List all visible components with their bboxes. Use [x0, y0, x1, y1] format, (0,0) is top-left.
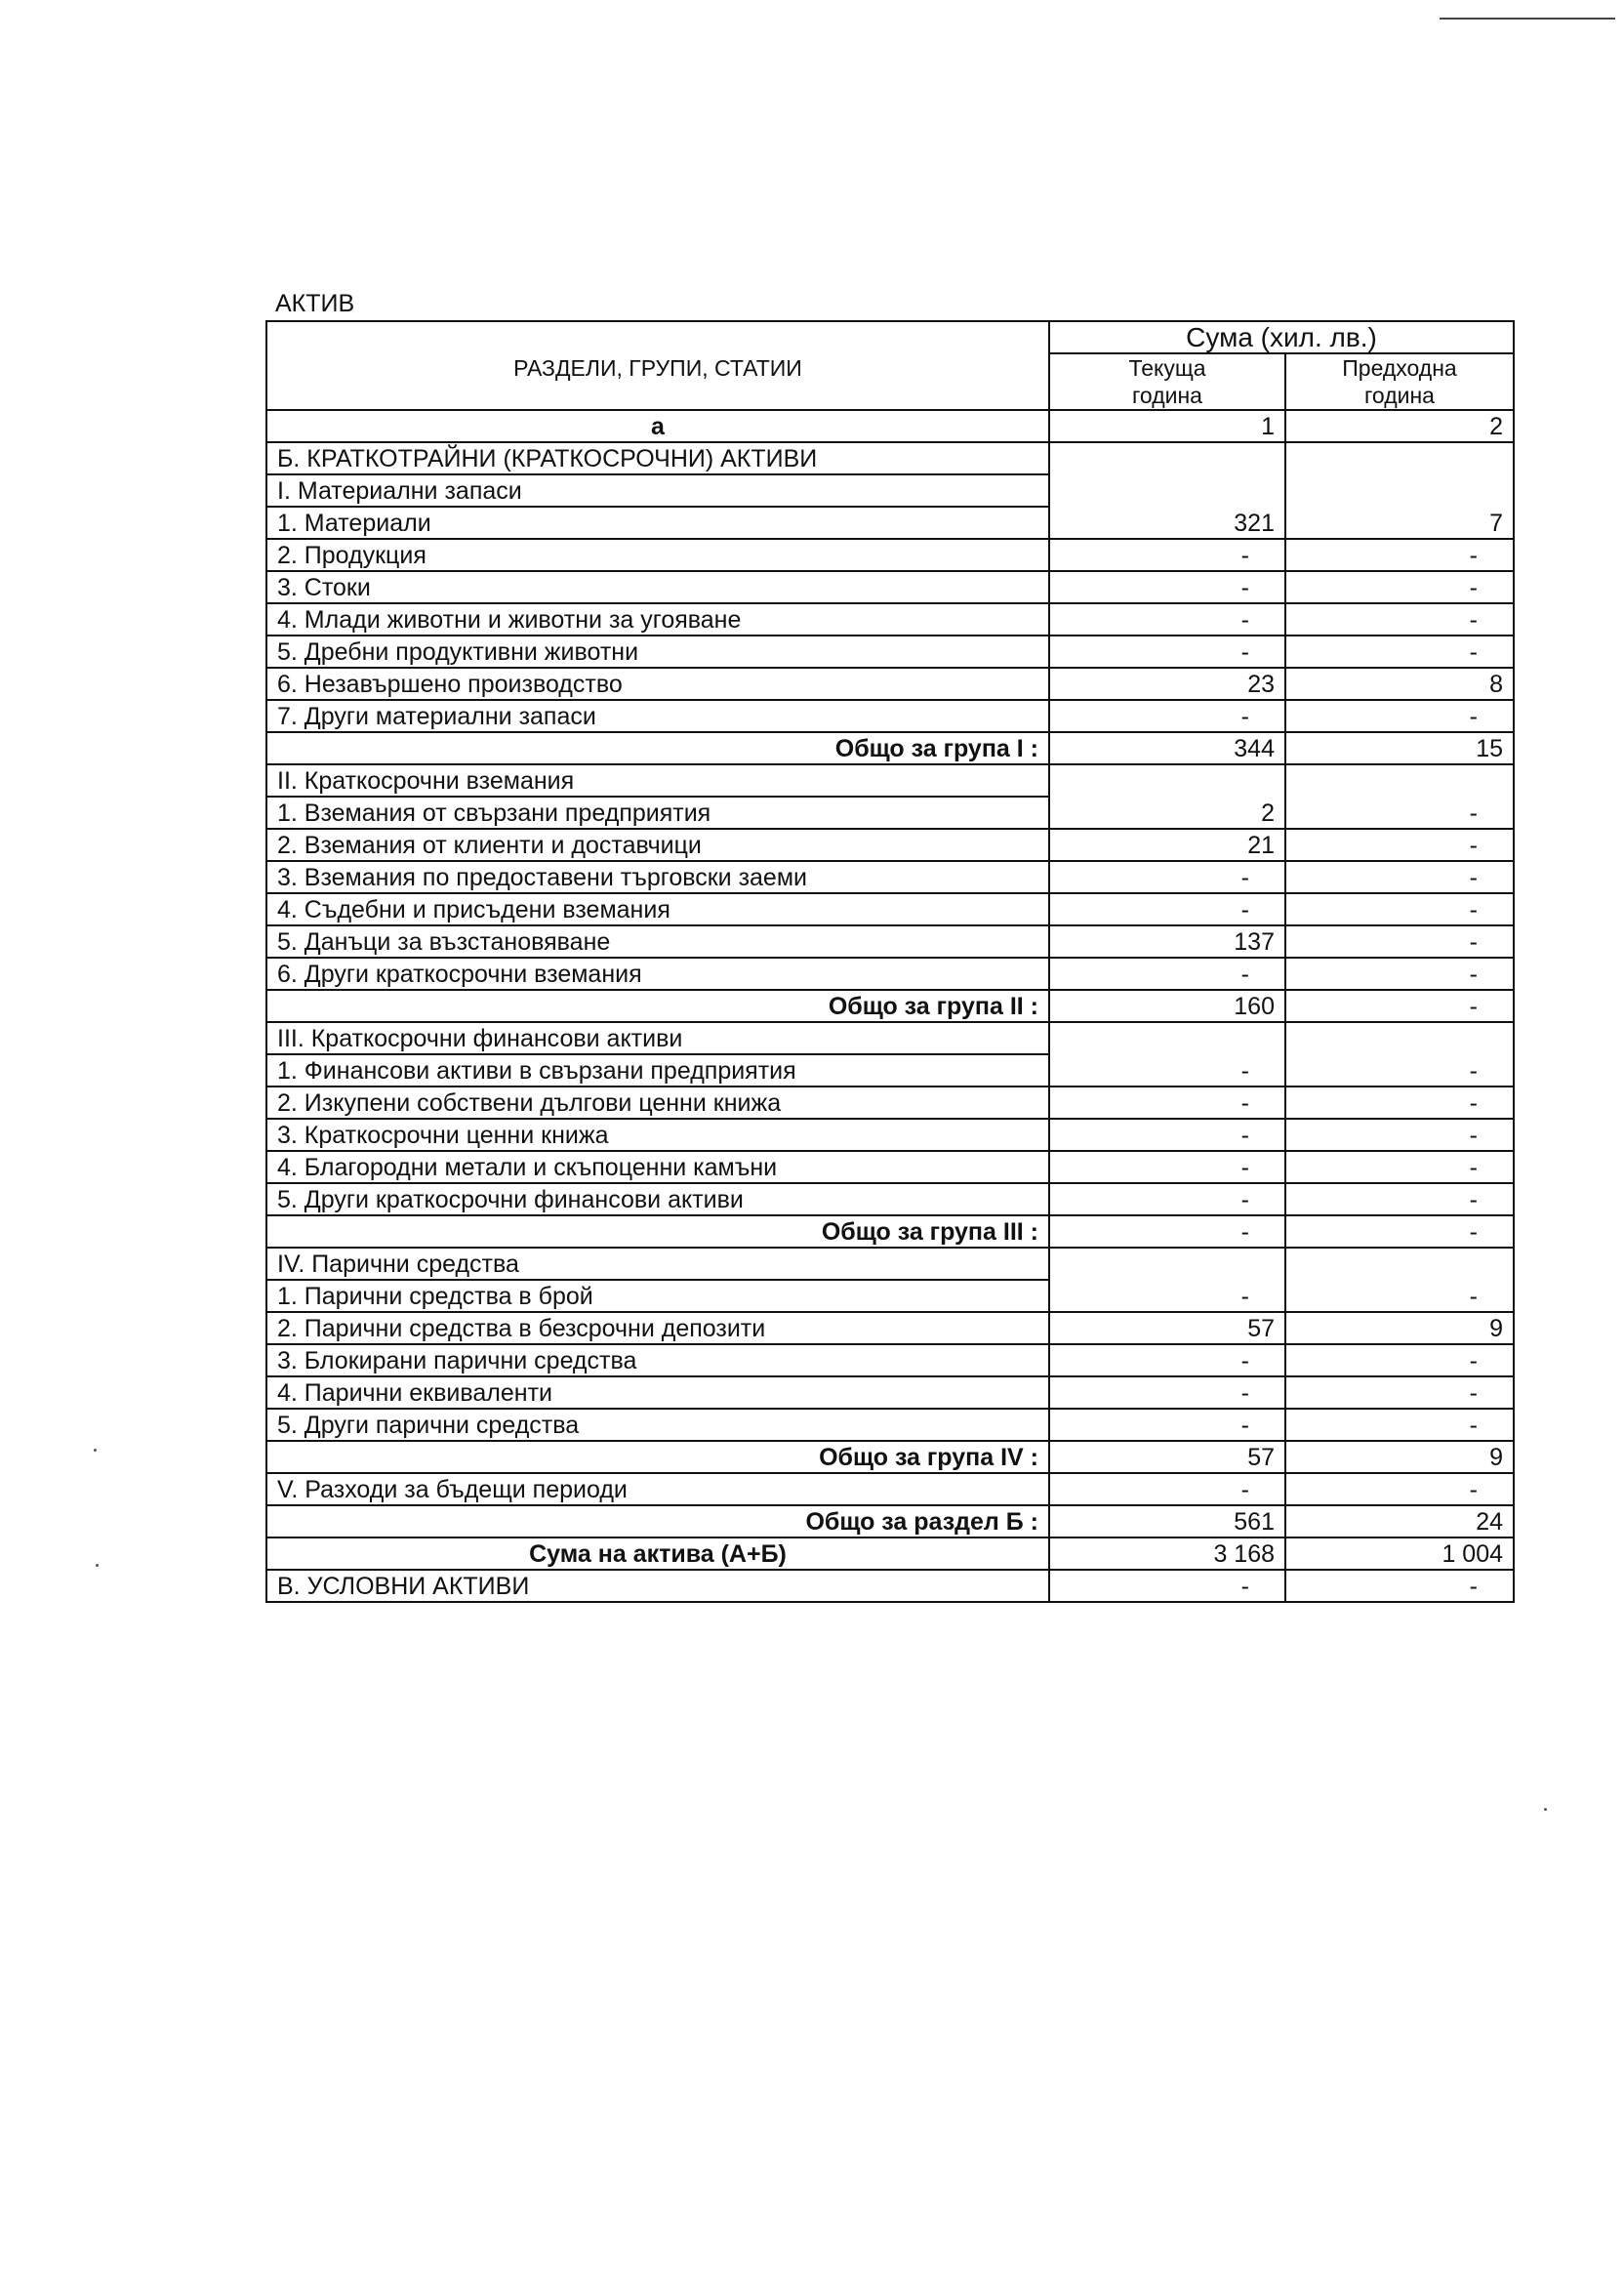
current-year-value: -: [1049, 1086, 1285, 1119]
current-year-value: [1049, 1022, 1285, 1054]
row-label: 1. Парични средства в брой: [266, 1280, 1049, 1312]
current-year-value: -: [1049, 1344, 1285, 1376]
previous-year-value: 24: [1285, 1505, 1514, 1538]
previous-year-value: -: [1285, 829, 1514, 861]
previous-year-label-1: Предходна: [1285, 353, 1514, 382]
table-row: [266, 1086, 1514, 1119]
current-year-value: -: [1049, 700, 1285, 732]
row-label: Сума на актива (А+Б): [266, 1538, 1049, 1570]
table-row: [266, 668, 1514, 700]
current-year-value: 23: [1049, 668, 1285, 700]
table-row: [266, 1022, 1514, 1054]
current-year-value: -: [1049, 1054, 1285, 1086]
table-header-row: [266, 321, 1514, 353]
row-label: 5. Други парични средства: [266, 1409, 1049, 1441]
previous-year-value: [1285, 474, 1514, 507]
row-label: Общо за група IV :: [266, 1441, 1049, 1473]
previous-year-value: -: [1285, 893, 1514, 925]
table-row: [266, 1376, 1514, 1409]
table-row: [266, 571, 1514, 603]
current-year-value: 160: [1049, 990, 1285, 1022]
current-year-value: -: [1049, 958, 1285, 990]
row-label: 5. Други краткосрочни финансови активи: [266, 1183, 1049, 1215]
previous-year-value: 7: [1285, 507, 1514, 539]
current-year-value: -: [1049, 603, 1285, 636]
previous-year-value: [1285, 1022, 1514, 1054]
current-year-value: -: [1049, 1409, 1285, 1441]
row-label: 5. Данъци за възстановяване: [266, 925, 1049, 958]
assets-table: [265, 320, 1515, 1603]
amount-title: Сума (хил. лв.): [1049, 321, 1514, 353]
row-label: 2. Изкупени собствени дългови ценни книжа: [266, 1086, 1049, 1119]
current-year-value: 344: [1049, 732, 1285, 764]
current-year-value: [1049, 474, 1285, 507]
table-row: [266, 990, 1514, 1022]
current-year-value: -: [1049, 1215, 1285, 1248]
row-label: 3. Блокирани парични средства: [266, 1344, 1049, 1376]
row-label: 3. Краткосрочни ценни книжа: [266, 1119, 1049, 1151]
table-row: [266, 1473, 1514, 1505]
current-year-value: -: [1049, 1570, 1285, 1602]
row-label: Общо за група III :: [266, 1215, 1049, 1248]
table-row: [266, 1505, 1514, 1538]
row-label: I. Материални запаси: [266, 474, 1049, 507]
current-year-value: 321: [1049, 507, 1285, 539]
row-label: Общо за група I :: [266, 732, 1049, 764]
table-header-row: [266, 353, 1514, 382]
row-label: 1. Вземания от свързани предприятия: [266, 797, 1049, 829]
table-row: [266, 861, 1514, 893]
previous-year-value: -: [1285, 700, 1514, 732]
previous-year-value: -: [1285, 636, 1514, 668]
previous-year-label-2: година: [1285, 382, 1514, 410]
scan-speck: [1544, 1808, 1547, 1811]
row-label: 2. Вземания от клиенти и доставчици: [266, 829, 1049, 861]
table-row: [266, 603, 1514, 636]
table-row: [266, 1441, 1514, 1473]
table-row: [266, 1151, 1514, 1183]
previous-year-value: -: [1285, 1086, 1514, 1119]
row-label: III. Краткосрочни финансови активи: [266, 1022, 1049, 1054]
row-label: 7. Други материални запаси: [266, 700, 1049, 732]
table-row: [266, 1409, 1514, 1441]
table-row: [266, 442, 1514, 474]
current-year-value: 57: [1049, 1312, 1285, 1344]
table-row: [266, 507, 1514, 539]
row-label: 4. Парични еквиваленти: [266, 1376, 1049, 1409]
previous-year-value: -: [1285, 1570, 1514, 1602]
table-row: [266, 1538, 1514, 1570]
current-year-value: -: [1049, 1280, 1285, 1312]
table-row: [266, 732, 1514, 764]
row-label: 1. Материали: [266, 507, 1049, 539]
current-year-value: -: [1049, 861, 1285, 893]
current-year-label-1: Текуща: [1049, 353, 1285, 382]
scan-speck: [94, 1449, 97, 1452]
header-blank-cell: [266, 321, 1049, 353]
previous-year-value: -: [1285, 539, 1514, 571]
table-row: [266, 1312, 1514, 1344]
previous-year-value: -: [1285, 1183, 1514, 1215]
current-year-label-2: година: [1049, 382, 1285, 410]
row-label: Общо за група II :: [266, 990, 1049, 1022]
row-label: 3. Стоки: [266, 571, 1049, 603]
previous-year-value: -: [1285, 1215, 1514, 1248]
current-year-value: -: [1049, 539, 1285, 571]
table-row: [266, 700, 1514, 732]
column-number-row: [266, 410, 1514, 442]
row-label: 3. Вземания по предоставени търговски заеми: [266, 861, 1049, 893]
current-year-value: -: [1049, 571, 1285, 603]
scan-speck: [96, 1564, 99, 1567]
current-year-value: [1049, 442, 1285, 474]
previous-year-value: -: [1285, 861, 1514, 893]
column-1-marker: 1: [1049, 410, 1285, 442]
previous-year-value: 8: [1285, 668, 1514, 700]
current-year-value: 561: [1049, 1505, 1285, 1538]
row-label: 2. Парични средства в безсрочни депозити: [266, 1312, 1049, 1344]
current-year-value: 57: [1049, 1441, 1285, 1473]
previous-year-value: 1 004: [1285, 1538, 1514, 1570]
row-label: 5. Дребни продуктивни животни: [266, 636, 1049, 668]
previous-year-value: 9: [1285, 1441, 1514, 1473]
row-label: Общо за раздел Б :: [266, 1505, 1049, 1538]
row-label: 6. Незавършено производство: [266, 668, 1049, 700]
row-label: 4. Съдебни и присъдени вземания: [266, 893, 1049, 925]
column-a-marker: а: [266, 410, 1049, 442]
current-year-value: 3 168: [1049, 1538, 1285, 1570]
scan-edge-line: [1440, 18, 1615, 20]
table-row: [266, 1119, 1514, 1151]
previous-year-value: [1285, 764, 1514, 797]
table-row: [266, 893, 1514, 925]
previous-year-value: -: [1285, 1054, 1514, 1086]
previous-year-value: -: [1285, 1473, 1514, 1505]
table-row: [266, 925, 1514, 958]
previous-year-value: -: [1285, 1280, 1514, 1312]
previous-year-value: [1285, 1248, 1514, 1280]
row-label: 2. Продукция: [266, 539, 1049, 571]
table-header-row: [266, 382, 1514, 410]
row-label: Б. КРАТКОТРАЙНИ (КРАТКОСРОЧНИ) АКТИВИ: [266, 442, 1049, 474]
table-row: [266, 829, 1514, 861]
current-year-value: 137: [1049, 925, 1285, 958]
previous-year-value: -: [1285, 925, 1514, 958]
table-row: [266, 1183, 1514, 1215]
table-row: [266, 1570, 1514, 1602]
row-label: 1. Финансови активи в свързани предприятия: [266, 1054, 1049, 1086]
row-label: 4. Благородни метали и скъпоценни камъни: [266, 1151, 1049, 1183]
current-year-value: [1049, 764, 1285, 797]
current-year-value: [1049, 1248, 1285, 1280]
previous-year-value: -: [1285, 603, 1514, 636]
previous-year-value: [1285, 442, 1514, 474]
column-2-marker: 2: [1285, 410, 1514, 442]
current-year-value: -: [1049, 1183, 1285, 1215]
sections-label: РАЗДЕЛИ, ГРУПИ, СТАТИИ: [266, 353, 1049, 382]
current-year-value: 2: [1049, 797, 1285, 829]
row-label: II. Краткосрочни вземания: [266, 764, 1049, 797]
previous-year-value: -: [1285, 797, 1514, 829]
table-row: [266, 1280, 1514, 1312]
current-year-value: -: [1049, 1473, 1285, 1505]
previous-year-value: 15: [1285, 732, 1514, 764]
current-year-value: -: [1049, 1376, 1285, 1409]
row-label: 6. Други краткосрочни вземания: [266, 958, 1049, 990]
table-row: [266, 1054, 1514, 1086]
row-label: 4. Млади животни и животни за угояване: [266, 603, 1049, 636]
table-row: [266, 764, 1514, 797]
current-year-value: -: [1049, 893, 1285, 925]
current-year-value: 21: [1049, 829, 1285, 861]
previous-year-value: 9: [1285, 1312, 1514, 1344]
table-row: [266, 636, 1514, 668]
table-body: [266, 442, 1514, 1602]
table-row: [266, 797, 1514, 829]
current-year-value: -: [1049, 1151, 1285, 1183]
previous-year-value: -: [1285, 1151, 1514, 1183]
previous-year-value: -: [1285, 571, 1514, 603]
table-row: [266, 1248, 1514, 1280]
current-year-value: -: [1049, 636, 1285, 668]
header-blank-cell: [266, 382, 1049, 410]
previous-year-value: -: [1285, 1376, 1514, 1409]
table-row: [266, 539, 1514, 571]
previous-year-value: -: [1285, 1119, 1514, 1151]
previous-year-value: -: [1285, 1409, 1514, 1441]
row-label: IV. Парични средства: [266, 1248, 1049, 1280]
table-row: [266, 1215, 1514, 1248]
table-row: [266, 474, 1514, 507]
previous-year-value: -: [1285, 958, 1514, 990]
table-row: [266, 958, 1514, 990]
previous-year-value: -: [1285, 990, 1514, 1022]
current-year-value: -: [1049, 1119, 1285, 1151]
table-row: [266, 1344, 1514, 1376]
row-label: V. Разходи за бъдещи периоди: [266, 1473, 1049, 1505]
document-heading: АКТИВ: [275, 290, 355, 317]
row-label: В. УСЛОВНИ АКТИВИ: [266, 1570, 1049, 1602]
previous-year-value: -: [1285, 1344, 1514, 1376]
